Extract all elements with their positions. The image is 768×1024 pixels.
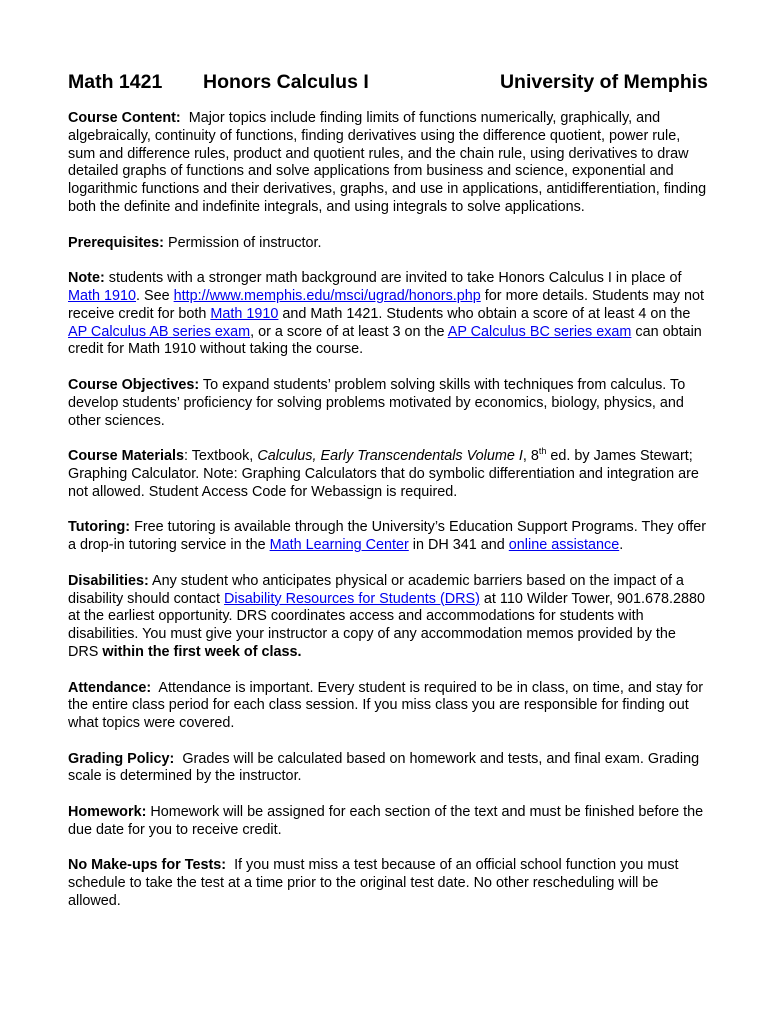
attendance-label: Attendance: xyxy=(68,679,152,696)
math-learning-center-link[interactable]: Math Learning Center xyxy=(269,537,409,554)
course-content-section xyxy=(68,110,708,217)
note-text: , or a score of at least 3 on the xyxy=(250,323,445,340)
disabilities-text: at 110 Wilder Tower, 901.678.2880 at the earliest opportunity. DRS coordinates access and accommodations for students with disabilities. You must give your instructor a copy of any accommodation memos provided by the DRS xyxy=(68,590,705,660)
edition-superscript: th xyxy=(538,446,547,457)
attendance-section xyxy=(68,680,708,733)
prerequisites-label: Prerequisites: xyxy=(68,234,164,251)
grading-label: Grading Policy: xyxy=(68,750,175,767)
university-name: University of Memphis xyxy=(499,71,708,93)
objectives-section xyxy=(68,377,708,430)
materials-text: ed. by James Stewart; Graphing Calculator. Note: Graphing Calculators that do symbolic differentiation and integration are not allowed. Student Access Code for Webassign is required. xyxy=(68,448,699,500)
materials-text: : Textbook, xyxy=(183,448,254,465)
course-number: Math 1421 xyxy=(68,71,163,93)
homework-label: Homework: xyxy=(68,804,147,821)
disabilities-section xyxy=(68,573,708,662)
makeups-text: If you must miss a test because of an official school function you must schedule to take the test at a time prior to the original test date. No other rescheduling will be allowed. xyxy=(68,857,679,910)
materials-text: , 8 xyxy=(522,448,539,465)
textbook-title: Calculus, Early Transcendentals Volume I xyxy=(257,448,523,465)
tutoring-text: . xyxy=(619,537,624,554)
math-1910-link[interactable]: Math 1910 xyxy=(68,287,137,304)
prerequisites-text: Permission of instructor. xyxy=(167,234,322,251)
makeups-label: No Make-ups for Tests: xyxy=(68,857,227,874)
makeups-section xyxy=(68,857,708,910)
ap-calculus-ab-link[interactable]: AP Calculus AB series exam xyxy=(68,323,251,340)
note-text: and Math 1421. Students who obtain a score of at least 4 on the xyxy=(282,305,691,322)
disabilities-label: Disabilities: xyxy=(68,572,149,589)
math-1910-link[interactable]: Math 1910 xyxy=(210,305,279,322)
grading-section xyxy=(68,751,708,787)
homework-text: Homework will be assigned for each section of the text and must be finished before the due date for you to receive credit. xyxy=(68,804,704,838)
disabilities-text: Any student who anticipates physical or academic barriers based on the impact of a disability should contact xyxy=(68,572,684,607)
note-section xyxy=(68,270,708,359)
objectives-text: To expand students’ problem solving skills with techniques from calculus. To develop students’ proficiency for solving problems motivated by economics, biology, physics, and other sciences. xyxy=(68,376,686,429)
tutoring-text: Free tutoring is available through the University’s Education Support Programs. They offer a drop-in tutoring service in the xyxy=(68,519,707,554)
note-text: . See xyxy=(136,287,170,304)
document-header xyxy=(68,70,708,94)
note-text: can obtain credit for Math 1910 without taking the course. xyxy=(68,323,702,358)
tutoring-section xyxy=(68,519,708,555)
tutoring-text: in DH 341 and xyxy=(412,537,505,554)
homework-section xyxy=(68,804,708,840)
course-content-text: Major topics include finding limits of functions numerically, graphically, and algebraically, continuity of functions, finding derivatives using the difference quotient, power rule, sum and difference rules, product and quotient rules, and the chain rule, using derivatives to draw detailed graphs of functions and solve applications from business and science, exponential and logarithmic functions and their derivatives, graphs, and use in applications, antidifferentiation, finding both the definite and indefinite integrals, and using integrals to solve applications. xyxy=(68,110,707,215)
course-title: Honors Calculus I xyxy=(203,71,369,93)
ap-calculus-bc-link[interactable]: AP Calculus BC series exam xyxy=(447,323,632,340)
tutoring-label: Tutoring: xyxy=(68,519,131,536)
materials-section xyxy=(68,448,708,501)
materials-label: Course Materials xyxy=(68,448,184,465)
honors-url-link[interactable]: http://www.memphis.edu/msci/ugrad/honors.php xyxy=(173,287,481,304)
syllabus-page xyxy=(68,70,708,929)
course-content-label: Course Content: xyxy=(68,110,181,126)
prerequisites-section xyxy=(68,235,708,253)
objectives-label: Course Objectives: xyxy=(68,376,200,393)
disabilities-deadline: within the first week of class. xyxy=(102,643,302,660)
note-text: students with a stronger math background are invited to take Honors Calculus I in place of xyxy=(108,270,682,287)
note-text: for more details. Students may not receive credit for both xyxy=(68,287,704,322)
online-assistance-link[interactable]: online assistance xyxy=(508,537,620,554)
attendance-text: Attendance is important. Every student is required to be in class, on time, and stay for the entire class period for each class session. If you miss class you are responsible for finding out what topics were covered. xyxy=(68,679,704,732)
disability-resources-link[interactable]: Disability Resources for Students (DRS) xyxy=(224,590,480,607)
note-label: Note: xyxy=(68,270,105,287)
grading-text: Grades will be calculated based on homework and tests, and final exam. Grading scale is determined by the instructor. xyxy=(68,750,700,785)
